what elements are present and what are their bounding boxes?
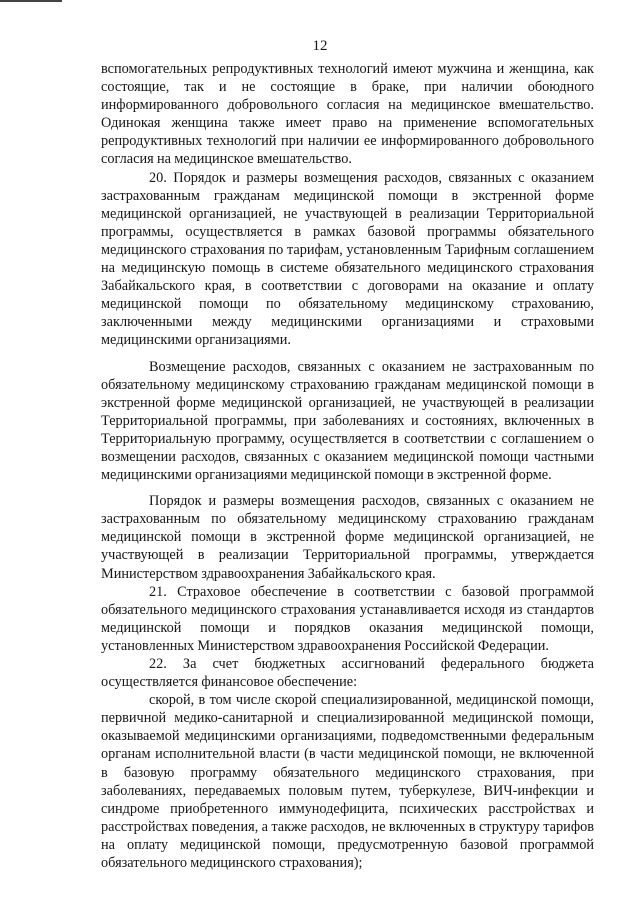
document-body bbox=[101, 60, 594, 872]
top-rule bbox=[0, 0, 62, 2]
paragraph-6: 22. За счет бюджетных ассигнований федерального бюджета осуществляется финансовое обеспечение: bbox=[101, 656, 594, 691]
paragraph-7: скорой, в том числе скорой специализированной, медицинской помощи, первичной медико-санитарной и специализированной медицинской помощи, оказываемой медицинскими организациями, подведомственными федеральным органам исполнительной власти (в части медицинской помощи, не включенной в базовую программу обязательного медицинского страхования, при заболеваниях, передаваемых половым путем, туберкулезе, ВИЧ-инфекции и синдроме приобретенного иммунодефицита, психических расстройствах и расстройствах поведения, а также расходов, не включенных в структуру тарифов на оплату медицинской помощи, предусмотренную базовой программой обязательного медицинского страхования); bbox=[101, 692, 594, 872]
paragraph-5: 21. Страховое обеспечение в соответствии с базовой программой обязательного медицинского страхования устанавливается исходя из стандартов медицинской помощи и порядков оказания медицинской помощи, установленных Министерством здравоохранения Российской Федерации. bbox=[101, 583, 594, 654]
paragraph-2: 20. Порядок и размеры возмещения расходов, связанных с оказанием застрахованным гражданам медицинской помощи в экстренной форме медицинской организацией, не участвующей в реализации Территориальной программы, осуществляется в рамках базовой программы обязательного медицинского страхования по тарифам, установленным Тарифным соглашением на медицинскую помощь в системе обязательного медицинского страхования Забайкальского края, в соответствии с договорами на оказание и оплату медицинской помощи по обязательному медицинскому страхованию, заключенными между медицинскими организациями и страховыми медицинскими организациями. bbox=[101, 169, 594, 349]
page-number: 12 bbox=[312, 38, 328, 54]
paragraph-1: вспомогательных репродуктивных технологий имеют мужчина и женщина, как состоящие, так и не состоящие в браке, при наличии обоюдного информированного добровольного согласия на медицинское вмешательство. Одинокая женщина также имеет право на применение вспомогательных репродуктивных технологий при наличии ее информированного добровольного согласия на медицинское вмешательство. bbox=[101, 61, 594, 168]
paragraph-4: Порядок и размеры возмещения расходов, связанных с оказанием не застрахованным по обязательному медицинскому страхованию гражданам медицинской помощи в экстренной форме медицинской организацией, не участвующей в реализации Территориальной программы, утверждается Министерством здравоохранения Забайкальского края. bbox=[101, 493, 594, 582]
paragraph-3: Возмещение расходов, связанных с оказанием не застрахованным по обязательному медицинскому страхованию гражданам медицинской помощи в экстренной форме медицинской организацией, не участвующей в реализации Территориальной программы, при заболеваниях и состояниях, включенных в Территориальную программу, осуществляется в соответствии с соглашением о возмещении расходов, связанных с оказанием медицинской помощи частными медицинскими организациями медицинской помощи в экстренной форме. bbox=[101, 358, 594, 484]
